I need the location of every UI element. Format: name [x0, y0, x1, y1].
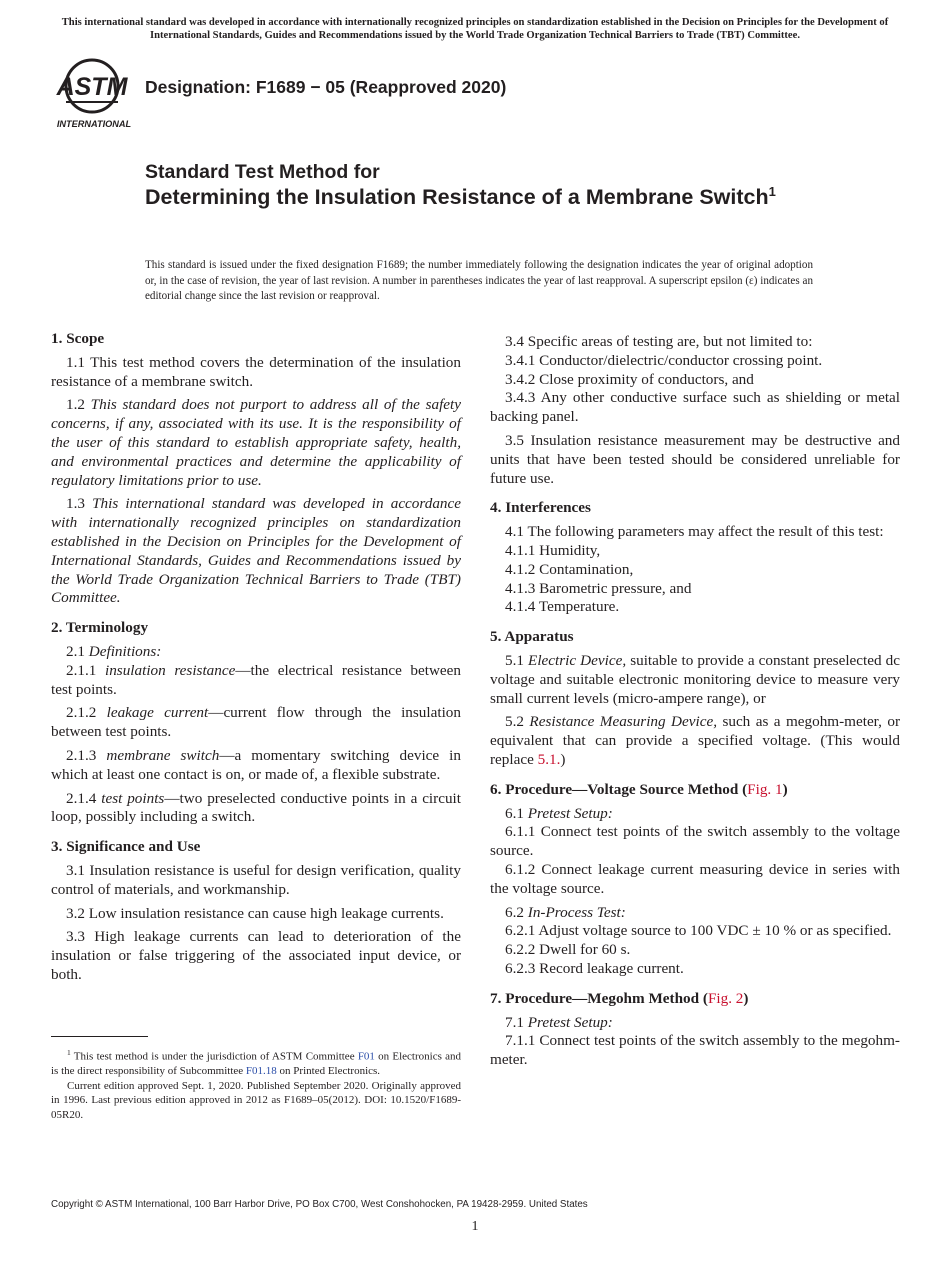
paragraph-1-3	[51, 495, 461, 608]
footnote-mark: 1	[67, 1048, 71, 1057]
defined-term: membrane switch	[106, 746, 220, 764]
paragraph-2-1-1	[51, 662, 461, 700]
section-heading-significance: 3. Significance and Use	[51, 838, 201, 856]
paragraph-text: Pretest Setup:	[527, 1013, 613, 1031]
paragraph-7-1-1: 7.1.1 Connect test points of the switch assembly to the megohm-meter.	[490, 1032, 900, 1069]
designation: Designation: F1689 − 05 (Reapproved 2020)	[145, 77, 507, 97]
left-column	[51, 330, 461, 985]
paragraph-2-1-2	[51, 704, 461, 742]
paragraph-text: Definitions:	[88, 642, 162, 660]
paragraph-number: 2.1.2	[66, 704, 97, 722]
footnote-edition: Current edition approved Sept. 1, 2020. Published September 2020. Originally approved in 1996. Last previous edition approved in 2012 as F1689–05(2012). DOI: 10.1520/F1689-05R20.	[51, 1079, 461, 1121]
fig-1-link[interactable]: Fig. 1	[747, 780, 783, 798]
section-heading-interferences: 4. Interferences	[490, 499, 591, 517]
definition: —a momentary switching device in which at least one contact is on, or made of, a flexible substrate.	[51, 746, 461, 783]
paragraph-4-1-1: 4.1.1 Humidity,	[505, 541, 601, 559]
paragraph-1-1: 1.1 This test method covers the determination of the insulation resistance of a membrane switch.	[51, 353, 461, 390]
paragraph-number: 2.1	[66, 642, 85, 660]
paragraph-text: Pretest Setup:	[527, 804, 613, 822]
paragraph-number: 6.2	[505, 903, 524, 921]
title-main	[145, 184, 865, 210]
defined-term: Resistance Measuring Device,	[529, 713, 717, 731]
paragraph-3-3: 3.3 High leakage currents can lead to deterioration of the insulation or false triggering of the associated input device, or both.	[51, 928, 461, 983]
footnote-text: on Electronics and is the direct responsibility of Subcommittee	[51, 1050, 461, 1078]
heading-text: )	[743, 989, 749, 1007]
paragraph-3-4-2: 3.4.2 Close proximity of conductors, and	[505, 370, 754, 388]
paragraph-3-1: 3.1 Insulation resistance is useful for design verification, quality control of materials, and workmanship.	[51, 861, 461, 898]
paragraph-3-4-3: 3.4.3 Any other conductive surface such as shielding or metal backing panel.	[490, 389, 900, 426]
section-heading-terminology: 2. Terminology	[51, 619, 149, 637]
paragraph-4-1-3: 4.1.3 Barometric pressure, and	[505, 579, 692, 597]
footnotes	[51, 1046, 461, 1122]
paragraph-6-2-1: 6.2.1 Adjust voltage source to 100 VDC ± 10 % or as specified.	[505, 922, 892, 940]
paragraph-7-1	[490, 1014, 900, 1033]
astm-logo	[54, 55, 134, 131]
paragraph-number: 6.1	[505, 804, 524, 822]
astm-logo-international: INTERNATIONAL	[56, 119, 132, 129]
paragraph-text: suitable to provide a constant preselected dc voltage and suitable electronic monitoring device to measure very small current levels (micro-ampere range), or	[490, 651, 900, 707]
paragraph-5-2	[490, 713, 900, 769]
paragraph-2-1-3	[51, 747, 461, 785]
document-title	[145, 160, 865, 210]
paragraph-6-2-3: 6.2.3 Record leakage current.	[505, 959, 684, 977]
paragraph-number: 2.1.4	[66, 789, 97, 807]
defined-term: leakage current	[106, 704, 209, 722]
paragraph-number: 2.1.1	[66, 661, 97, 679]
title-line-2: Determining the Insulation Resistance of a Membrane Switch	[145, 185, 769, 209]
top-notice: This international standard was developed in accordance with internationally recognized principles on standardization established in the Decision on Principles for the Development of International Standards, Guides and Recommendations issued by the World Trade Organization Technical Barriers to Trade (TBT) Committee.	[61, 17, 889, 41]
paragraph-text: )	[560, 750, 566, 768]
paragraph-2-1-4	[51, 790, 461, 828]
paragraph-number: 1.3	[66, 495, 85, 513]
heading-text: 7. Procedure—Megohm Method (	[490, 989, 708, 1007]
paragraph-4-1: 4.1 The following parameters may affect the result of this test:	[505, 523, 884, 541]
definition: —the electrical resistance between test points.	[51, 661, 462, 698]
paragraph-6-1-2: 6.1.2 Connect leakage current measuring device in series with the voltage source.	[490, 860, 900, 897]
definition: —two preselected conductive points in a circuit loop, possibly including a switch.	[51, 789, 461, 826]
paragraph-3-2: 3.2 Low insulation resistance can cause high leakage currents.	[66, 904, 444, 922]
paragraph-2-1	[51, 643, 461, 662]
paragraph-number: 5.1	[505, 651, 524, 669]
paragraph-3-4: 3.4 Specific areas of testing are, but not limited to:	[505, 333, 813, 350]
paragraph-text: This international standard was developed in accordance with internationally recognized principles on standardization established in the Decision on Principles for the Development of International Standards, Guides and Recommendations issued by the World Trade Organization Technical Barriers to Trade (TBT) Committee.	[51, 495, 462, 607]
paragraph-number: 2.1.3	[66, 746, 97, 764]
footnote-divider	[51, 1036, 148, 1037]
footnote-1	[51, 1046, 461, 1079]
paragraph-text: such as a megohm-meter, or equivalent that can provide a specified voltage. (This would replace	[490, 713, 901, 768]
paragraph-6-2	[490, 904, 900, 923]
paragraph-3-4-1: 3.4.1 Conductor/dielectric/conductor crossing point.	[505, 351, 823, 369]
paragraph-1-2	[51, 396, 461, 490]
committee-link[interactable]: F01	[357, 1050, 375, 1063]
standard-note: This standard is issued under the fixed designation F1689; the number immediately following the designation indicates the year of original adoption or, in the case of revision, the year of last revision. A number in parentheses indicates the year of last reapproval. A superscript epsilon (ε) indicates an editorial change since the last revision or reapproval.	[145, 259, 813, 302]
paragraph-number: 5.2	[505, 713, 524, 731]
definition: —current flow through the insulation between test points.	[51, 704, 461, 741]
section-heading-voltage-method	[490, 781, 900, 800]
paragraph-5-1	[490, 652, 900, 708]
page-number: 1	[471, 1219, 479, 1234]
title-footnote-mark[interactable]: 1	[768, 183, 776, 199]
defined-term: Electric Device,	[528, 651, 627, 669]
paragraph-4-1-2: 4.1.2 Contamination,	[505, 560, 634, 578]
paragraph-text: This standard does not purport to address all of the safety concerns, if any, associated with its use. It is the responsibility of the user of this standard to establish appropriate safety, health, and environmental practices and determine the applicability of regulatory limitations prior to use.	[51, 396, 462, 489]
fig-2-link[interactable]: Fig. 2	[707, 989, 744, 1007]
heading-text: )	[782, 780, 788, 798]
paragraph-6-1-1: 6.1.1 Connect test points of the switch assembly to the voltage source.	[490, 823, 900, 860]
paragraph-text: In-Process Test:	[527, 903, 626, 921]
section-heading-megohm-method	[490, 990, 900, 1009]
section-heading-apparatus: 5. Apparatus	[490, 628, 574, 646]
heading-text: 6. Procedure—Voltage Source Method (	[490, 780, 748, 798]
section-5-1-link[interactable]: 5.1.	[537, 750, 561, 768]
paragraph-6-1	[490, 805, 900, 824]
astm-logo-letters: ASTM	[56, 73, 128, 101]
subcommittee-link[interactable]: F01.18	[245, 1065, 277, 1078]
defined-term: test points	[101, 789, 165, 807]
title-line-1: Standard Test Method for	[145, 161, 380, 183]
paragraph-number: 7.1	[505, 1013, 524, 1031]
defined-term: insulation resistance	[104, 661, 236, 679]
footnote-text: on Printed Electronics.	[276, 1065, 381, 1078]
right-column	[490, 333, 900, 1070]
paragraph-6-2-2: 6.2.2 Dwell for 60 s.	[505, 941, 631, 959]
copyright: Copyright © ASTM International, 100 Barr Harbor Drive, PO Box C700, West Conshohocken, PA 19428-2959. United States	[51, 1199, 588, 1210]
paragraph-3-5: 3.5 Insulation resistance measurement may be destructive and units that have been tested should be considered unreliable for future use.	[490, 431, 900, 487]
paragraph-number: 1.2	[66, 396, 85, 414]
footnote-text: This test method is under the jurisdiction of ASTM Committee	[73, 1050, 358, 1063]
paragraph-4-1-4: 4.1.4 Temperature.	[505, 598, 620, 616]
section-heading-scope: 1. Scope	[51, 330, 105, 347]
